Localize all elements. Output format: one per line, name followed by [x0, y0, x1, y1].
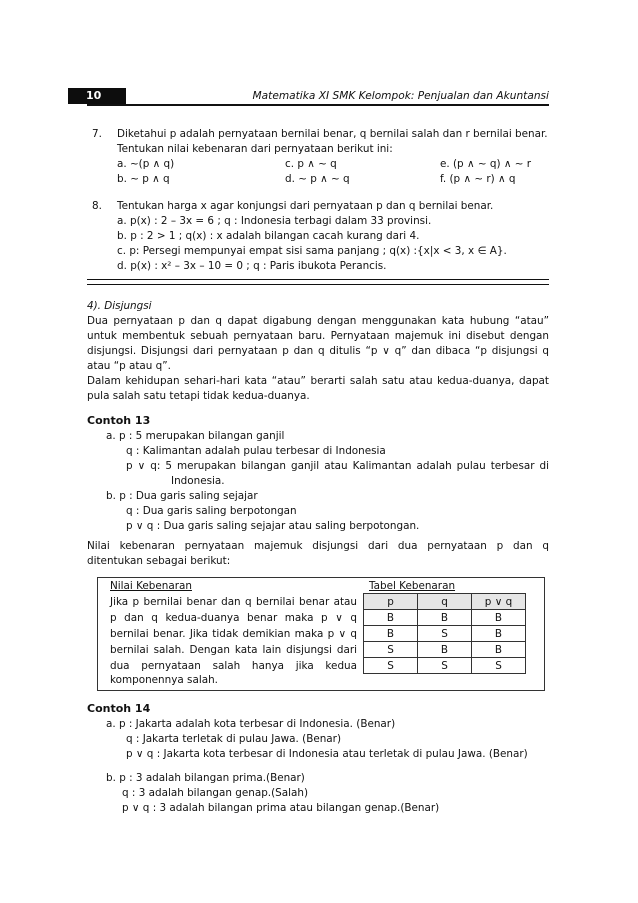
q7-option-b: b. ~ p ∧ q: [117, 173, 170, 185]
truth-table-row: [364, 642, 526, 658]
truth-table-cell: B: [418, 642, 472, 658]
contoh14-b-pq: p ∨ q : 3 adalah bilangan prima atau bilangan genap.(Benar): [122, 802, 440, 814]
contoh13-a-pq: p ∨ q: 5 merupakan bilangan ganjil atau Kalimantan adalah pulau terbesar di: [126, 460, 549, 472]
box-left-line6: komponennya salah.: [110, 674, 218, 686]
page-number-badge: 10: [68, 88, 126, 104]
q7-line1: Diketahui p adalah pernyataan bernilai benar, q bernilai salah dan r bernilai benar.: [117, 128, 548, 140]
contoh14-b-p: b. p : 3 adalah bilangan prima.(Benar): [106, 772, 305, 784]
q8-option-d: d. p(x) : x² – 3x – 10 = 0 ; q : Paris ibukota Perancis.: [117, 260, 387, 272]
disjungsi-para1-line2: untuk membentuk sebuah pernyataan baru. Pernyataan majemuk ini disebut dengan: [87, 330, 549, 342]
contoh13-a-pq-cont: Indonesia.: [171, 475, 225, 487]
q8-line1: Tentukan harga x agar konjungsi dari pernyataan p dan q bernilai benar.: [117, 200, 494, 212]
truth-table-cell: S: [364, 658, 418, 674]
truth-table-header-row: [364, 594, 526, 610]
q8-option-b: b. p : 2 > 1 ; q(x) : x adalah bilangan cacah kurang dari 4.: [117, 230, 420, 242]
truth-table-cell: B: [364, 626, 418, 642]
contoh14-a-p: a. p : Jakarta adalah kota terbesar di Indonesia. (Benar): [106, 718, 396, 730]
contoh14-a-q: q : Jakarta terletak di pulau Jawa. (Benar): [126, 733, 341, 745]
running-header-title: Matematika XI SMK Kelompok: Penjualan dan Akuntansi: [252, 90, 549, 102]
contoh13-b-pq: p ∨ q : Dua garis saling sejajar atau saling berpotongan.: [126, 520, 420, 532]
q7-option-d: d. ~ p ∧ ~ q: [285, 173, 350, 185]
disjungsi-para1-line4: atau “p atau q”.: [87, 360, 171, 372]
nilai-intro-line1: Nilai kebenaran pernyataan majemuk disjungsi dari dua pernyataan p dan q: [87, 540, 549, 552]
disjungsi-para1-line1: Dua pernyataan p dan q dapat digabung dengan menggunakan kata hubung “atau”: [87, 315, 549, 327]
disjungsi-para2-line2: pula salah satu tetapi tidak kedua-duanya.: [87, 390, 310, 402]
box-left-line5: dua pernyataan salah hanya jika kedua: [110, 660, 357, 672]
truth-table-cell: B: [472, 642, 526, 658]
truth-table-cell: S: [418, 626, 472, 642]
truth-table-header-cell: p: [364, 594, 418, 610]
box-left-title: Nilai Kebenaran: [110, 580, 192, 592]
truth-table-cell: B: [364, 610, 418, 626]
disjungsi-para2-line1: Dalam kehidupan sehari-hari kata “atau” berarti salah satu atau kedua-duanya, dapat: [87, 375, 549, 387]
q7-number: 7.: [92, 128, 102, 140]
q7-option-c: c. p ∧ ~ q: [285, 158, 337, 170]
truth-table-header-cell: p ∨ q: [472, 594, 526, 610]
box-left-line4: bernilai salah. Dengan kata lain disjungsi dari: [110, 644, 357, 656]
truth-table-row: [364, 626, 526, 642]
contoh13-b-p: b. p : Dua garis saling sejajar: [106, 490, 258, 502]
section-separator: [87, 279, 549, 280]
truth-table-cell: B: [472, 610, 526, 626]
q8-option-c: c. p: Persegi mempunyai empat sisi sama panjang ; q(x) :{x|x < 3, x ∈ A}.: [117, 245, 507, 257]
truth-table-cell: B: [418, 610, 472, 626]
truth-table-cell: S: [472, 658, 526, 674]
truth-table-row: [364, 658, 526, 674]
truth-table: [363, 593, 526, 674]
disjungsi-heading: 4). Disjungsi: [87, 300, 152, 312]
q8-number: 8.: [92, 200, 102, 212]
section-separator-thin: [87, 284, 549, 285]
contoh13-a-p: a. p : 5 merupakan bilangan ganjil: [106, 430, 285, 442]
truth-table-cell: S: [364, 642, 418, 658]
truth-table-cell: B: [472, 626, 526, 642]
q7-option-e: e. (p ∧ ~ q) ∧ ~ r: [440, 158, 532, 170]
header-rule: [87, 104, 549, 106]
contoh14-b-q: q : 3 adalah bilangan genap.(Salah): [122, 787, 309, 799]
box-left-line1: Jika p bernilai benar dan q bernilai benar atau: [110, 596, 357, 608]
q7-option-a: a. ~(p ∧ q): [117, 158, 175, 170]
q7-line2: Tentukan nilai kebenaran dari pernyataan berikut ini:: [117, 143, 393, 155]
q7-option-f: f. (p ∧ ~ r) ∧ q: [440, 173, 516, 185]
contoh13-b-q: q : Dua garis saling berpotongan: [126, 505, 297, 517]
box-right-title: Tabel Kebenaran: [369, 580, 456, 592]
contoh13-title: Contoh 13: [87, 414, 151, 427]
truth-table-cell: S: [418, 658, 472, 674]
q8-option-a: a. p(x) : 2 – 3x = 6 ; q : Indonesia terbagi dalam 33 provinsi.: [117, 215, 432, 227]
truth-table-row: [364, 610, 526, 626]
box-left-line2: p dan q kedua-duanya benar maka p ∨ q: [110, 612, 357, 624]
disjungsi-para1-line3: disjungsi. Disjungsi dari pernyataan p dan q ditulis “p ∨ q” dan dibaca “p disjungsi q: [87, 345, 549, 357]
box-left-line3: bernilai benar. Jika tidak demikian maka p ∨ q: [110, 628, 357, 640]
contoh13-a-q: q : Kalimantan adalah pulau terbesar di Indonesia: [126, 445, 386, 457]
contoh14-title: Contoh 14: [87, 702, 151, 715]
truth-table-header-cell: q: [418, 594, 472, 610]
nilai-intro-line2: ditentukan sebagai berikut:: [87, 555, 231, 567]
contoh14-a-pq: p ∨ q : Jakarta kota terbesar di Indonesia atau terletak di pulau Jawa. (Benar): [126, 748, 528, 760]
